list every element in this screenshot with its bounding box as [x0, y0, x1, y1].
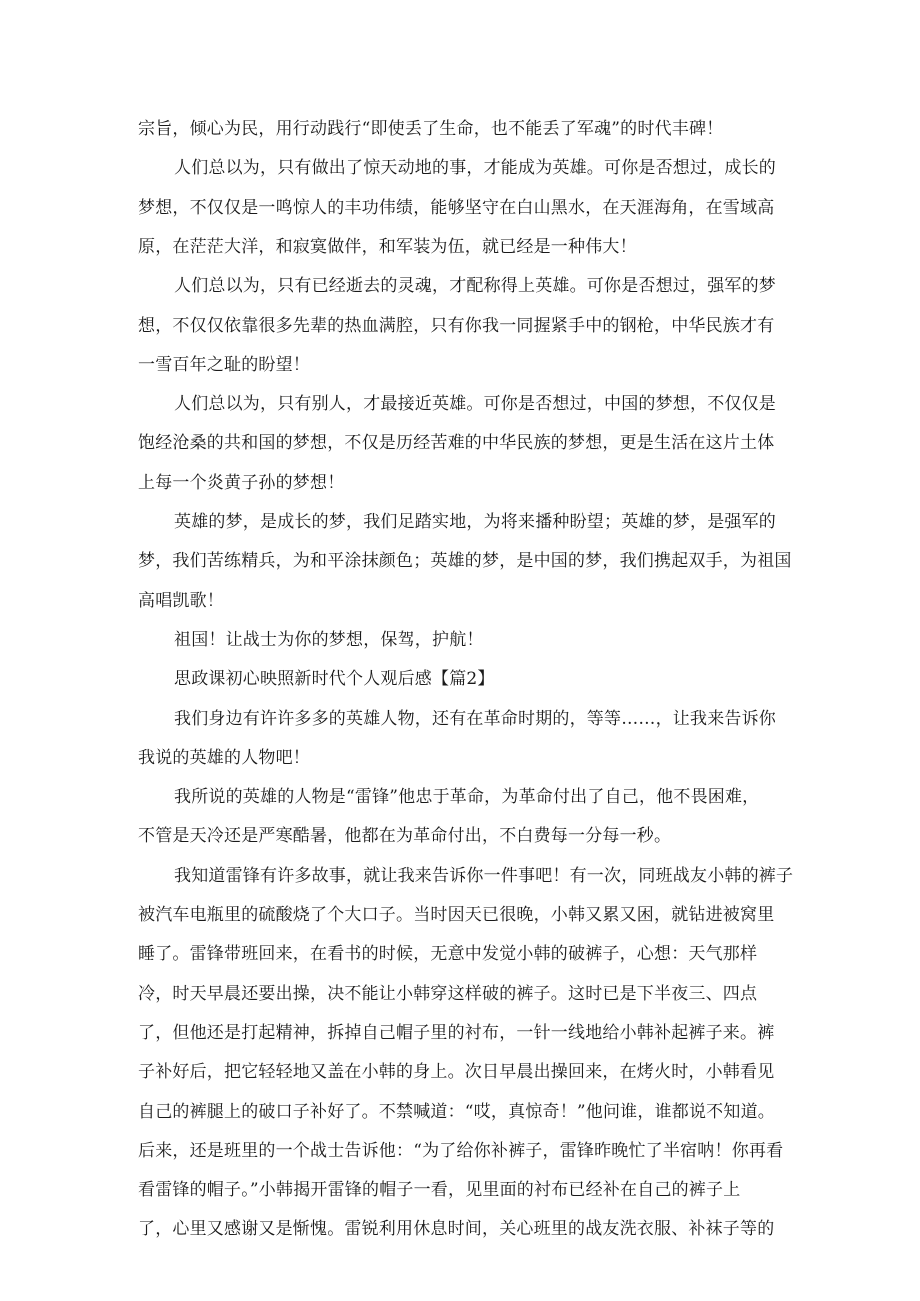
- paragraph-line: 后来，还是班里的一个战士告诉他：“为了给你补裤子，雷锋昨晚忙了半宿呐！你再看: [138, 1140, 784, 1161]
- paragraph-line: 我说的英雄的人物吧！: [138, 747, 310, 768]
- paragraph-line: 自己的裤腿上的破口子补好了。不禁喊道：“哎，真惊奇！”他问谁，谁都说不知道。: [138, 1101, 775, 1122]
- paragraph-first-line: 思政课初心映照新时代个人观后感【篇2】: [174, 669, 495, 690]
- paragraph-first-line: 我所说的英雄的人物是“雷锋”他忠于革命，为革命付出了自己，他不畏困难，: [174, 787, 760, 808]
- paragraph-line: 梦，我们苦练精兵，为和平涂抹颜色；英雄的梦，是中国的梦，我们携起双手，为祖国: [138, 551, 792, 572]
- paragraph-first-line: 人们总以为，只有做出了惊天动地的事，才能成为英雄。可你是否想过，成长的: [174, 158, 776, 179]
- paragraph-line: 了，心里又感谢又是惭愧。雷锐利用休息时间，关心班里的战友洗衣服、补袜子等的: [138, 1219, 775, 1240]
- paragraph-line: 上每一个炎黄子孙的梦想！: [138, 472, 345, 493]
- paragraph-line: 一雪百年之耻的盼望！: [138, 354, 310, 375]
- paragraph-first-line: 人们总以为，只有别人，才最接近英雄。可你是否想过，中国的梦想，不仅仅是: [174, 394, 776, 415]
- paragraph-line: 了，但他还是打起精神，拆掉自己帽子里的衬布，一针一线地给小韩补起裤子来。裤: [138, 1022, 775, 1043]
- paragraph-first-line: 我知道雷锋有许多故事，就让我来告诉你一件事吧！有一次，同班战友小韩的裤子: [174, 865, 794, 886]
- paragraph-line: 看雷锋的帽子。”小韩揭开雷锋的帽子一看，见里面的衬布已经补在自己的裤子上: [138, 1180, 741, 1201]
- paragraph-first-line: 祖国！让战士为你的梦想，保驾，护航！: [174, 629, 484, 650]
- paragraph-line: 饱经沧桑的共和国的梦想，不仅是历经苦难的中华民族的梦想，更是生活在这片土体: [138, 433, 775, 454]
- paragraph-line: 梦想，不仅仅是一鸣惊人的丰功伟绩，能够坚守在白山黑水，在天涯海角，在雪域高: [138, 197, 775, 218]
- paragraph-first-line: 英雄的梦，是成长的梦，我们足踏实地，为将来播种盼望；英雄的梦，是强军的: [174, 512, 776, 532]
- paragraph-line: 高唱凯歌！: [138, 590, 224, 611]
- paragraph-line: 原，在茫茫大洋，和寂寞做伴，和军装为伍，就已经是一种伟大！: [138, 236, 637, 257]
- paragraph-first-line: 我们身边有许许多多的英雄人物，还有在革命时期的，等等……，让我来告诉你: [174, 708, 776, 729]
- paragraph-line: 不管是天冷还是严寒酷暑，他都在为革命付出，不白费每一分每一秒。: [138, 826, 672, 847]
- paragraph-line: 想，不仅仅依靠很多先辈的热血满腔，只有你我一同握紧手中的钢枪，中华民族才有: [138, 315, 775, 336]
- paragraph-line: 子补好后，把它轻轻地又盖在小韩的身上。次日早晨出操回来，在烤火时，小韩看见: [138, 1062, 775, 1083]
- paragraph-line: 宗旨，倾心为民，用行动践行“即使丢了生命，也不能丢了军魂”的时代丰碑！: [138, 119, 724, 139]
- paragraph-line: 被汽车电瓶里的硫酸烧了个大口子。当时因天已很晚，小韩又累又困，就钻进被窝里: [138, 905, 775, 925]
- paragraph-line: 冷，时天早晨还要出操，决不能让小韩穿这样破的裤子。这时已是下半夜三、四点: [138, 983, 758, 1004]
- paragraph-first-line: 人们总以为，只有已经逝去的灵魂，才配称得上英雄。可你是否想过，强军的梦: [174, 276, 776, 297]
- paragraph-line: 睡了。雷锋带班回来，在看书的时候，无意中发觉小韩的破裤子，心想：天气那样: [138, 944, 758, 965]
